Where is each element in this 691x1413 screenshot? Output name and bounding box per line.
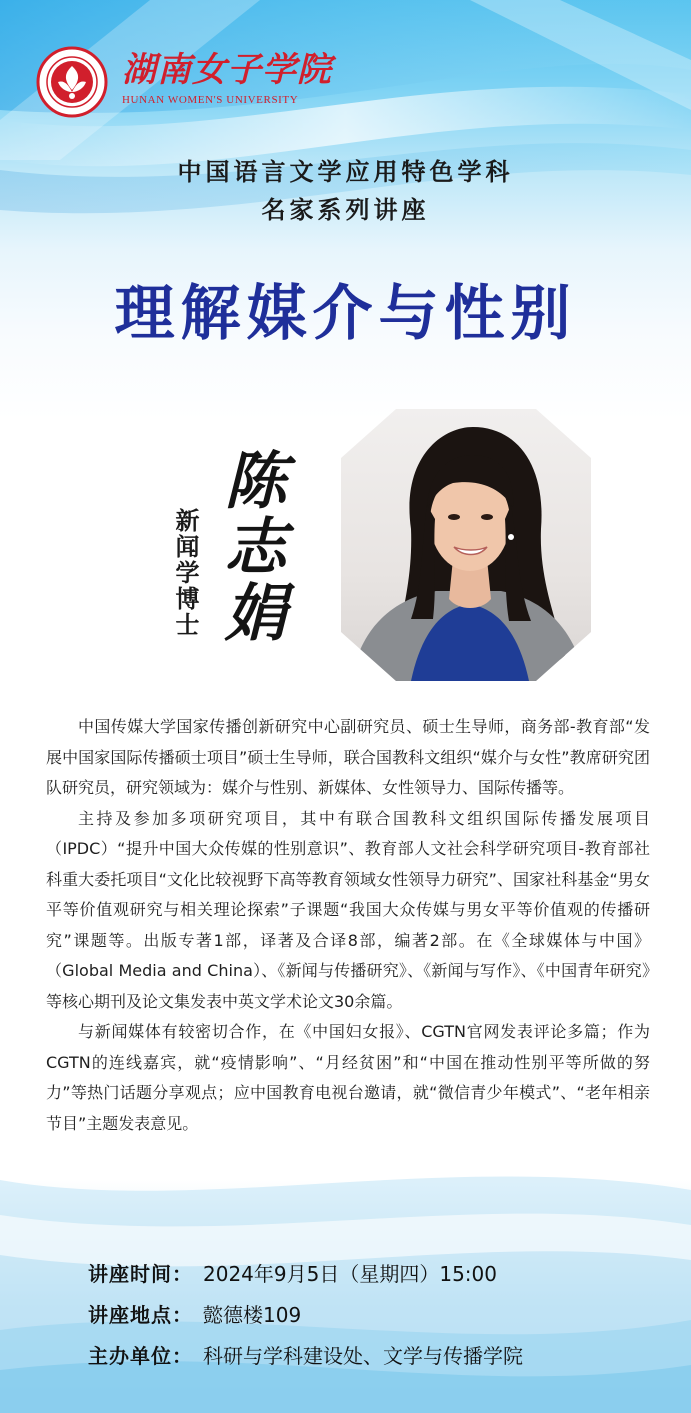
speaker-degree: 新闻学博士 bbox=[171, 508, 199, 638]
place-label: 讲座地点： bbox=[88, 1303, 193, 1327]
speaker-name: 陈志娟 bbox=[214, 448, 287, 646]
school-name-cn: 湖南女子学院 bbox=[122, 50, 332, 90]
speaker-portrait bbox=[341, 409, 591, 681]
host-value: 科研与学科建设处、文学与传播学院 bbox=[203, 1344, 523, 1368]
speaker-bio bbox=[46, 712, 650, 1139]
lecture-title: 理解媒介与性别 bbox=[114, 279, 577, 349]
school-logo bbox=[36, 46, 336, 120]
school-name-en: HUNAN WOMEN'S UNIVERSITY bbox=[122, 94, 299, 106]
speaker-portrait-icon bbox=[341, 409, 591, 681]
series-title-line1: 中国语言文学应用特色学科 bbox=[177, 158, 514, 186]
info-row-place bbox=[88, 1295, 668, 1336]
host-label: 主办单位： bbox=[88, 1344, 193, 1368]
time-value: 2024年9月5日（星期四）15:00 bbox=[203, 1262, 497, 1286]
hunan-womens-university-emblem-icon bbox=[36, 46, 108, 118]
bio-paragraph: 与新闻媒体有较密切合作，在《中国妇女报》、CGTN官网发表评论多篇；作为CGTN的连线嘉宾，就“疫情影响”、“月经贫困”和“中国在推动性别平等所做的努力”等热门话题分享观点；应中国教育电视台邀请，就“微信青少年模式”、“老年相亲节目”主题发表意见。 bbox=[46, 1022, 650, 1133]
bio-paragraph: 中国传媒大学国家传播创新研究中心副研究员、硕士生导师，商务部-教育部“发展中国家国际传播硕士项目”硕士生导师，联合国教科文组织“媒介与女性”教席研究团队研究员，研究领域为：媒介与性别、新媒体、女性领导力、国际传播等。 bbox=[46, 717, 650, 797]
place-value: 懿德楼109 bbox=[203, 1303, 302, 1327]
time-label: 讲座时间： bbox=[88, 1262, 193, 1286]
info-row-host bbox=[88, 1336, 668, 1377]
info-row-time bbox=[88, 1254, 668, 1295]
lecture-info bbox=[88, 1254, 668, 1377]
bio-paragraph: 主持及参加多项研究项目，其中有联合国教科文组织国际传播发展项目（IPDC）“提升中国大众传媒的性别意识”、教育部人文社会科学研究项目-教育部社科重大委托项目“文化比较视野下高等教育领域女性领导力研究”、国家社科基金“男女平等价值观研究与相关理论探索”子课题“我国大众传媒与男女平等价值观的传播研究”课题等。出版专著1部，译著及合译8部，编著2部。在《全球媒体与中国》（Global Media and China）、《新闻与传播研究》、《新闻与写作》、《中国青年研究》等核心期刊及论文集发表中英文学术论文30余篇。 bbox=[46, 808, 650, 1011]
series-title-line2: 名家系列讲座 bbox=[261, 196, 430, 224]
